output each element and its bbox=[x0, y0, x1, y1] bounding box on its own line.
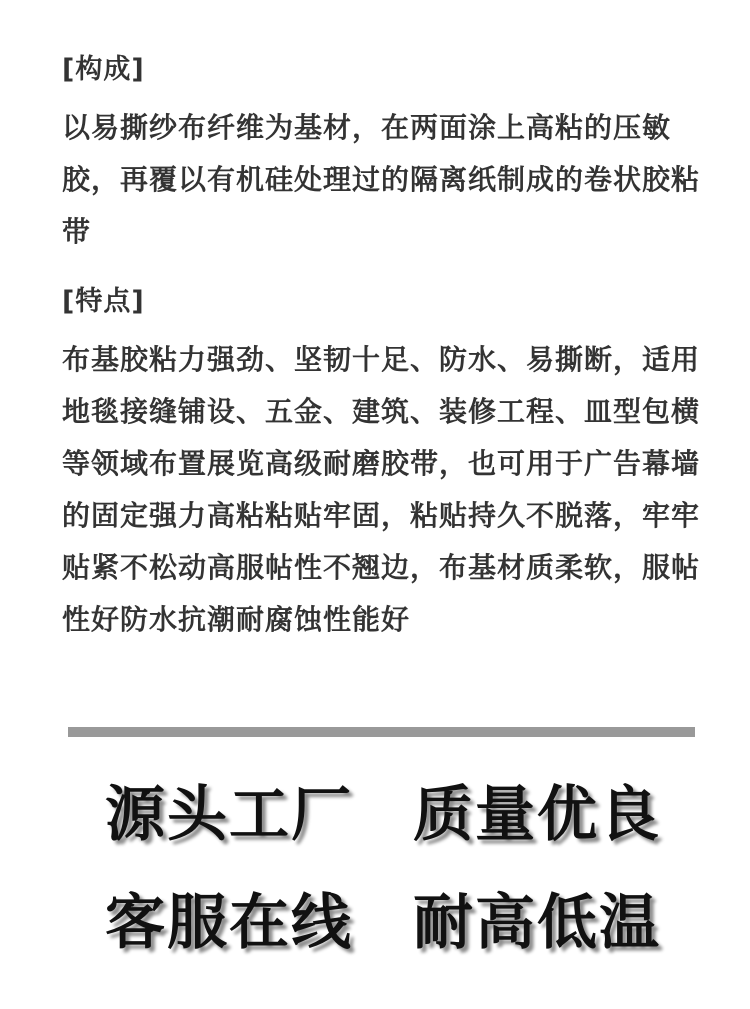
selling-point-temperature-resistance: 耐高低温 bbox=[413, 888, 661, 958]
composition-body: 以易撕纱布纤维为基材，在两面涂上高粘的压敏胶，再覆以有机硅处理过的隔离纸制成的卷状胶粘带 bbox=[62, 111, 701, 248]
features-title: [特点] bbox=[62, 286, 145, 317]
composition-section bbox=[62, 52, 712, 258]
selling-point-source-factory: 源头工厂 bbox=[105, 780, 353, 850]
features-section bbox=[62, 284, 712, 646]
features-body: 布基胶粘力强劲、坚韧十足、防水、易撕断，适用地毯接缝铺设、五金、建筑、装修工程、皿型包横等领域布置展览高级耐磨胶带，也可用于广告幕墙的固定强力高粘粘贴牢固，粘贴持久不脱落，牢牢贴紧不松动高服帖性不翘边，布基材质柔软，服帖性好防水抗潮耐腐蚀性能好 bbox=[62, 343, 701, 636]
section-divider bbox=[68, 727, 695, 737]
selling-point-quality: 质量优良 bbox=[413, 780, 661, 850]
selling-point-customer-service: 客服在线 bbox=[105, 888, 353, 958]
composition-title: [构成] bbox=[62, 54, 145, 85]
